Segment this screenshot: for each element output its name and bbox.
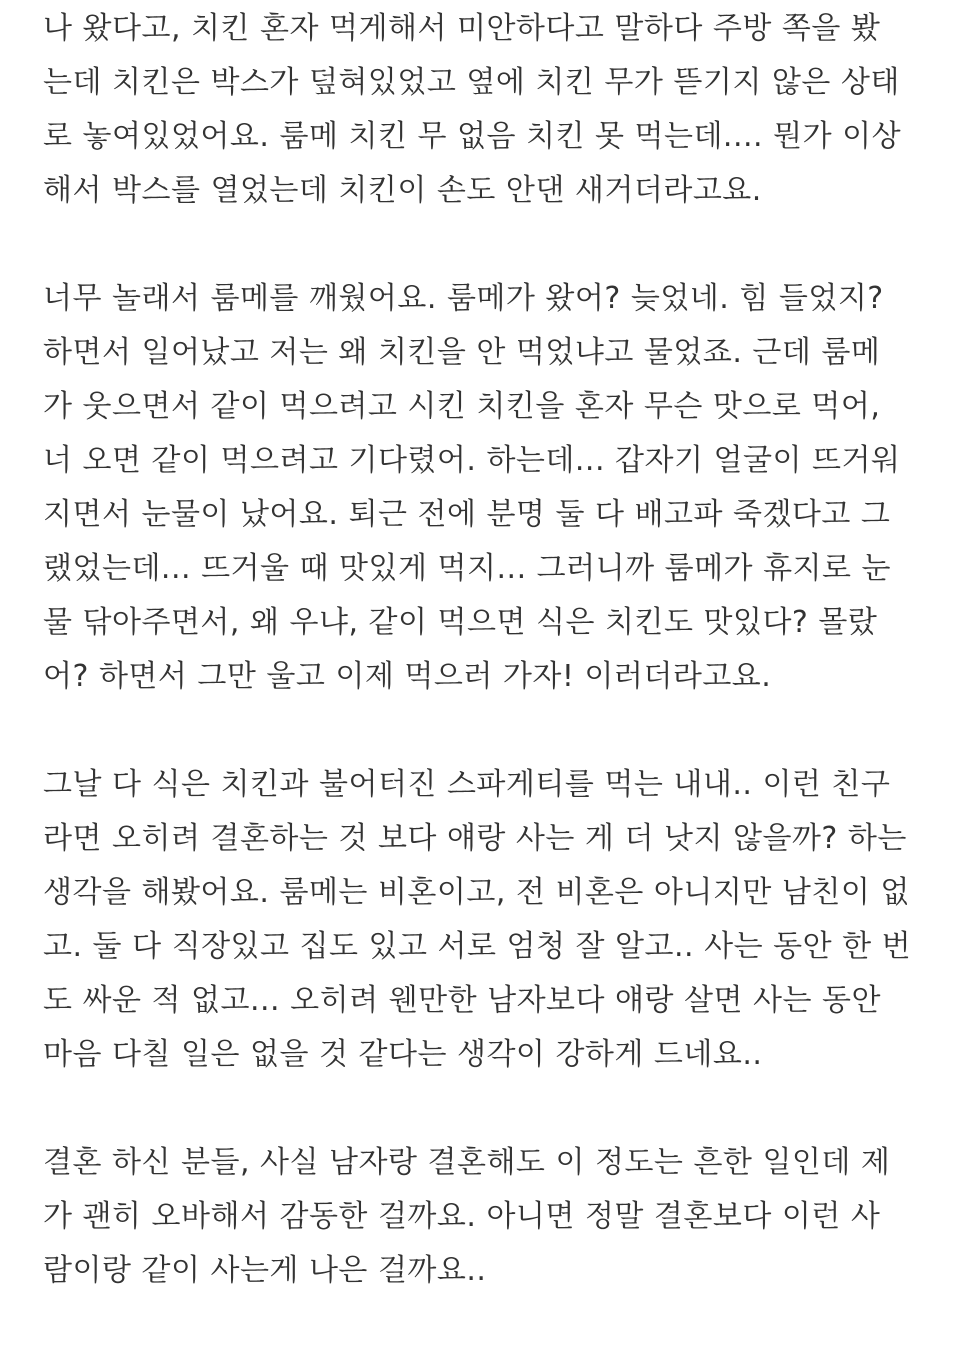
post-body [43,0,943,1298]
text-line: 는데 치킨은 박스가 덮혀있었고 옆에 치킨 무가 뜯기지 않은 상태 [43,65,900,100]
text-line: 마음 다칠 일은 없을 것 같다는 생각이 강하게 드네요.. [43,1037,763,1072]
text-line: 로 놓여있었어요. 룸메 치킨 무 없음 치킨 못 먹는데.... 뭔가 이상 [43,119,902,154]
paragraph-4 [43,1136,943,1298]
paragraph-2 [43,272,943,704]
text-line: 지면서 눈물이 났어요. 퇴근 전에 분명 둘 다 배고파 죽겠다고 그 [43,497,891,532]
text-line: 랬었는데... 뜨거울 때 맛있게 먹지... 그러니까 룸메가 휴지로 눈 [43,551,892,586]
text-line: 가 웃으면서 같이 먹으려고 시킨 치킨을 혼자 무슨 맛으로 먹어, [43,389,881,424]
text-line: 결혼 하신 분들, 사실 남자랑 결혼해도 이 정도는 흔한 일인데 제 [43,1145,891,1180]
text-line: 가 괜히 오바해서 감동한 걸까요. 아니면 정말 결혼보다 이런 사 [43,1199,881,1234]
text-line: 라면 오히려 결혼하는 것 보다 얘랑 사는 게 더 낫지 않을까? 하는 [43,821,907,856]
text-line: 나 왔다고, 치킨 혼자 먹게해서 미안하다고 말하다 주방 쪽을 봤 [43,11,881,46]
text-line: 하면서 일어났고 저는 왜 치킨을 안 먹었냐고 물었죠. 근데 룸메 [43,335,881,370]
paragraph-gap [43,218,943,272]
text-line: 생각을 해봤어요. 룸메는 비혼이고, 전 비혼은 아니지만 남친이 없 [43,875,910,910]
text-line: 그날 다 식은 치킨과 불어터진 스파게티를 먹는 내내.. 이런 친구 [43,767,891,802]
text-line: 너 오면 같이 먹으려고 기다렸어. 하는데... 갑자기 얼굴이 뜨거워 [43,443,901,478]
text-line: 너무 놀래서 룸메를 깨웠어요. 룸메가 왔어? 늦었네. 힘 들었지? [43,281,884,316]
paragraph-gap [43,1082,943,1136]
text-line: 고. 둘 다 직장있고 집도 있고 서로 엄청 잘 알고.. 사는 동안 한 번 [43,929,912,964]
text-line: 도 싸운 적 없고... 오히려 웬만한 남자보다 얘랑 살면 사는 동안 [43,983,881,1018]
text-line: 해서 박스를 열었는데 치킨이 손도 안댄 새거더라고요. [43,173,762,208]
text-line: 물 닦아주면서, 왜 우냐, 같이 먹으면 식은 치킨도 맛있다? 몰랐 [43,605,878,640]
paragraph-1 [43,2,943,218]
paragraph-3 [43,758,943,1082]
paragraph-gap [43,704,943,758]
text-line: 어? 하면서 그만 울고 이제 먹으러 가자! 이러더라고요. [43,659,772,694]
text-line: 람이랑 같이 사는게 나은 걸까요.. [43,1253,487,1288]
